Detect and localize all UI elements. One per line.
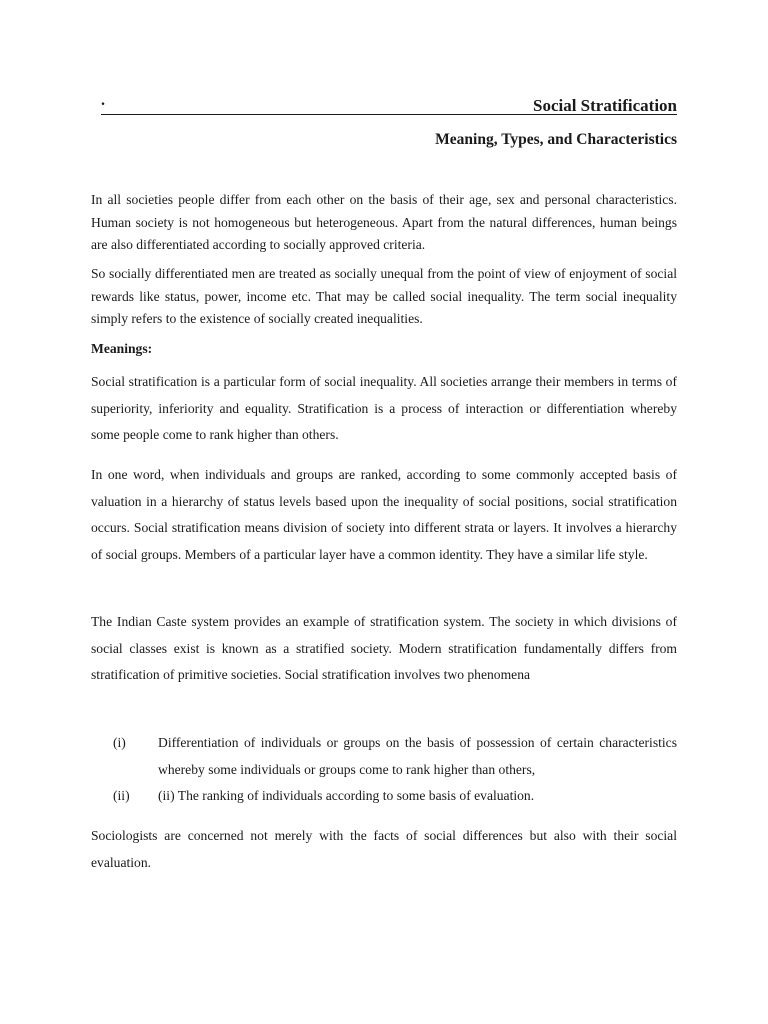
meaning-paragraph-3: The Indian Caste system provides an example of stratification system. The society in which divisions of social classes exist is known as a stratified society. Modern stratification fundamentally differs from stratification of primitive societies. Social stratification involves two phenomena bbox=[91, 614, 677, 682]
meaning-paragraph-2: In one word, when individuals and groups are ranked, according to some commonly accepted basis of valuation in a hierarchy of status levels based upon the inequality of social positions, social stratification occurs. Social stratification means division of society into different strata or layers. It involves a hierarchy of social groups. Members of a particular layer have a common identity. They have a similar life style. bbox=[91, 467, 677, 562]
list-item-number: (ii) bbox=[113, 788, 130, 803]
page-title: Social Stratification bbox=[532, 96, 677, 115]
meanings-heading: Meanings: bbox=[91, 341, 153, 356]
page-subtitle: Meaning, Types, and Characteristics bbox=[435, 131, 677, 148]
intro-paragraph-2: So socially differentiated men are treated as socially unequal from the point of view of enjoyment of social rewards like status, power, income etc. That may be called social inequality. The term social inequality simply refers to the existence of socially created inequalities. bbox=[91, 266, 677, 326]
list-item-number: (i) bbox=[113, 735, 126, 750]
intro-paragraph-1: In all societies people differ from each other on the basis of their age, sex and personal characteristics. Human society is not homogeneous but heterogeneous. Apart from the natural differences, human beings are also differentiated according to socially approved criteria. bbox=[91, 192, 677, 252]
list-item-text: (ii) The ranking of individuals according to some basis of evaluation. bbox=[158, 788, 535, 803]
header-rule bbox=[101, 92, 677, 115]
list-item-text: Differentiation of individuals or groups on the basis of possession of certain characteristics whereby some individuals or groups come to rank higher than others, bbox=[158, 735, 677, 777]
list-item bbox=[91, 730, 677, 784]
meaning-paragraph-1: Social stratification is a particular form of social inequality. All societies arrange their members in terms of superiority, inferiority and equality. Stratification is a process of interaction or differentiation whereby some people come to rank higher than others. bbox=[91, 374, 677, 442]
list-item bbox=[91, 783, 677, 810]
closing-paragraph: Sociologists are concerned not merely with the facts of social differences but also with their social evaluation. bbox=[91, 828, 677, 870]
header-dot: . bbox=[101, 92, 105, 109]
